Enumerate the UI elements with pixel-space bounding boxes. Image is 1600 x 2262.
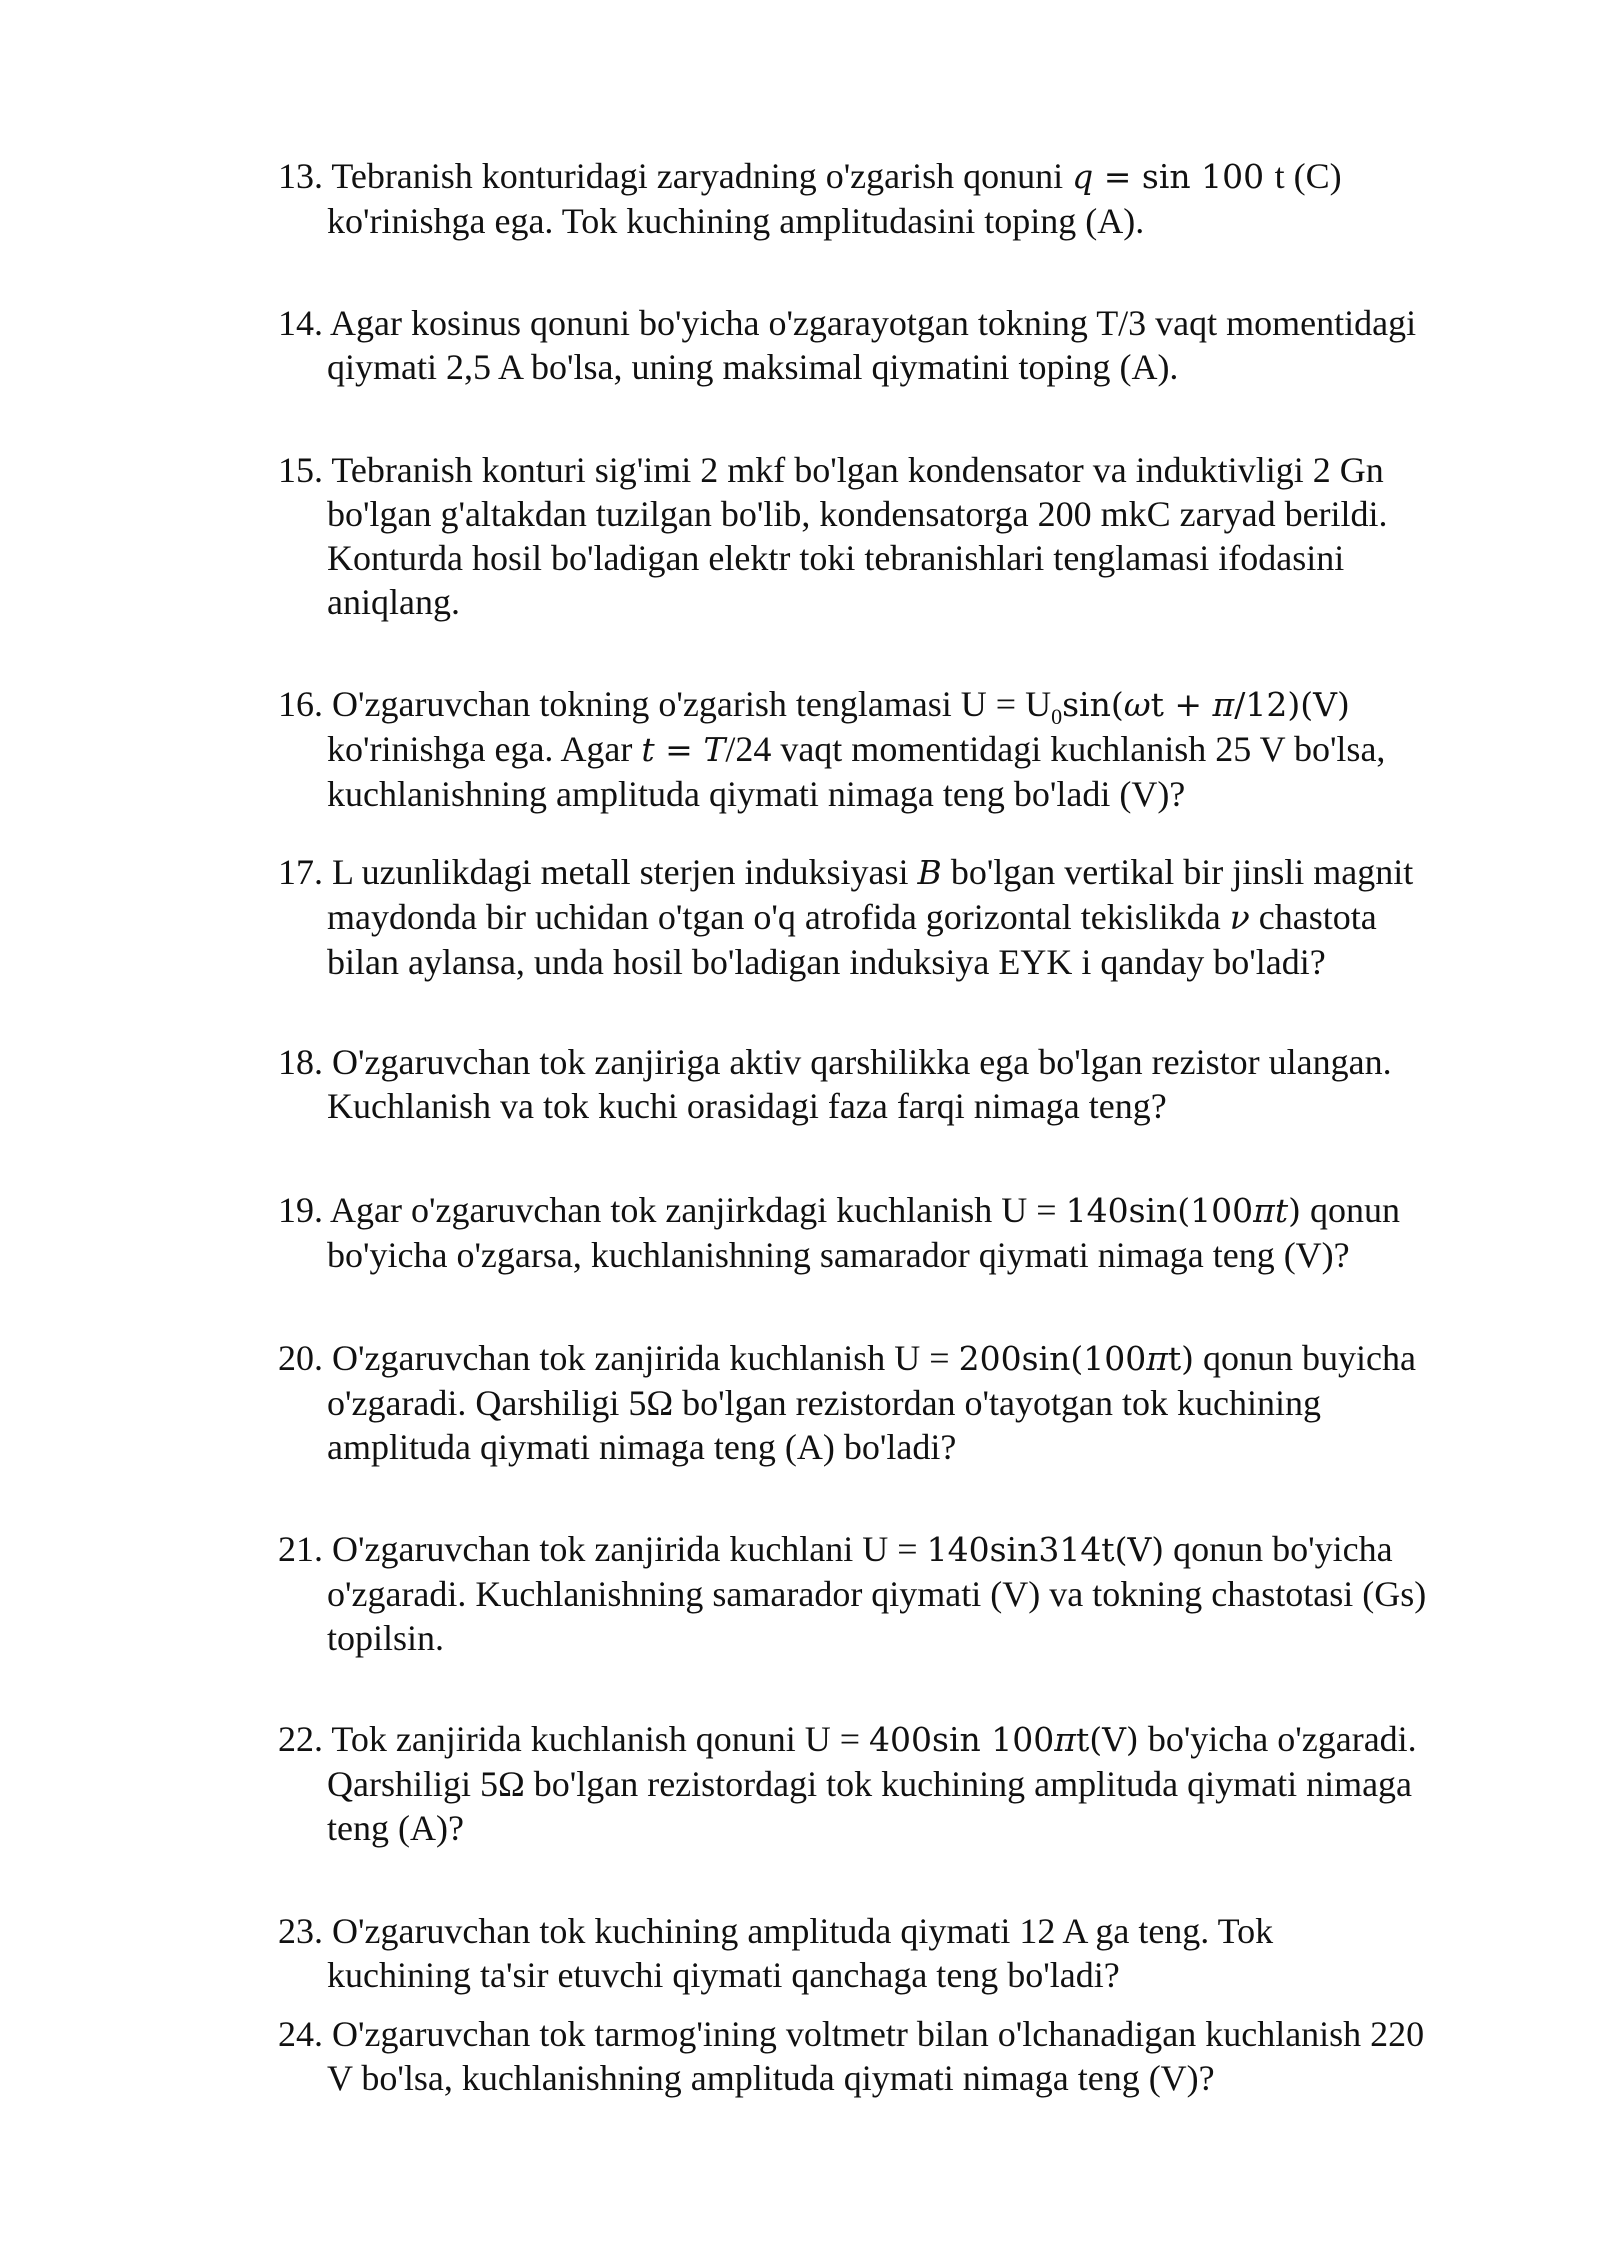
- problem-text: O'zgaruvchan tok zanjirida kuchlani U =: [332, 1529, 927, 1569]
- math-expression: ): [1288, 1191, 1301, 1230]
- math-variable: π: [1146, 1339, 1168, 1378]
- problem-text: O'zgaruvchan tok zanjiriga aktiv qarshilikka ega bo'lgan rezistor ulangan.: [332, 1042, 1392, 1082]
- problem-22-line-1: [278, 1717, 1508, 1762]
- problem-text: chastota: [1249, 897, 1377, 937]
- math-expression: sin(: [1062, 685, 1124, 724]
- problem-number: 18.: [278, 1042, 323, 1082]
- problem-14-line-1: [278, 301, 1508, 345]
- problem-text: /24 vaqt momentidagi kuchlanish 25 V bo'lsa,: [725, 729, 1386, 769]
- problem-text: bo'lgan vertikal bir jinsli magnit: [941, 852, 1414, 892]
- problem-number: 14.: [278, 303, 323, 343]
- problem-23-line-1: [278, 1909, 1508, 1953]
- problem-18-line-1: [278, 1040, 1508, 1084]
- math-expression: t +: [1150, 685, 1213, 724]
- problem-text: Agar kosinus qonuni bo'yicha o'zgarayotgan tokning T/3 vaqt momentidagi: [330, 303, 1417, 343]
- problem-15: [278, 448, 1508, 624]
- problem-13: [278, 154, 1508, 243]
- problem-17-line-2: [278, 895, 1508, 940]
- problem-18-line-2: Kuchlanish va tok kuchi orasidagi faza farqi nimaga teng?: [327, 1086, 1167, 1126]
- problem-text: ko'rinishga ega. Agar: [327, 729, 642, 769]
- problem-text: qonun: [1301, 1190, 1400, 1230]
- problem-18: [278, 1040, 1508, 1128]
- problem-14: [278, 301, 1508, 389]
- problem-21-line-2: o'zgaradi. Kuchlanishning samarador qiymati (V) va tokning chastotasi (Gs): [327, 1574, 1427, 1614]
- problem-number: 19.: [278, 1190, 323, 1230]
- math-expression: 140sin314t(V): [926, 1530, 1165, 1569]
- problem-22-line-2: Qarshiligi 5Ω bo'lgan rezistordagi tok kuchining amplituda qiymati nimaga: [327, 1764, 1413, 1804]
- problem-text: Tebranish konturidagi zaryadning o'zgarish qonuni: [331, 156, 1064, 196]
- math-expression: t(V): [1075, 1720, 1139, 1759]
- problem-text: L uzunlikdagi metall sterjen induksiyasi: [332, 852, 918, 892]
- problem-number: 20.: [278, 1338, 323, 1378]
- problem-17-line-3: bilan aylansa, unda hosil bo'ladigan induksiya EYK i qanday bo'ladi?: [327, 942, 1326, 982]
- problem-21: [278, 1527, 1508, 1660]
- problem-text: t (C): [1274, 156, 1342, 196]
- math-expression: /12)(V): [1234, 685, 1350, 724]
- problem-number: 21.: [278, 1529, 323, 1569]
- problem-text: qonun bo'yicha: [1164, 1529, 1393, 1569]
- math-variable: q: [1072, 157, 1094, 196]
- problem-13-line-2: ko'rinishga ega. Tok kuchining amplitudasini toping (A).: [327, 201, 1145, 241]
- problem-20-line-1: [278, 1336, 1508, 1381]
- math-subscript: 0: [1051, 704, 1063, 730]
- problem-14-line-2: qiymati 2,5 A bo'lsa, uning maksimal qiymatini toping (A).: [327, 347, 1179, 387]
- problem-22: [278, 1717, 1508, 1850]
- math-expression: 200sin(100: [958, 1339, 1147, 1378]
- math-expression: = sin 100: [1093, 157, 1275, 196]
- problem-13-line-1: [278, 154, 1508, 199]
- problem-text: O'zgaruvchan tok tarmog'ining voltmetr bilan o'lchanadigan kuchlanish 220: [332, 2014, 1425, 2054]
- problem-number: 16.: [278, 684, 323, 724]
- problem-number: 17.: [278, 852, 323, 892]
- problem-text: bo'yicha o'zgaradi.: [1138, 1719, 1417, 1759]
- problem-23-line-2: kuchining ta'sir etuvchi qiymati qanchaga teng bo'ladi?: [327, 1955, 1120, 1995]
- problem-17: [278, 850, 1508, 984]
- problem-15-line-4: aniqlang.: [327, 582, 460, 622]
- math-variable: π: [1054, 1720, 1076, 1759]
- problem-19: [278, 1188, 1508, 1277]
- problem-21-line-3: topilsin.: [327, 1618, 445, 1658]
- math-variable: T: [703, 730, 726, 769]
- math-variable: πt: [1253, 1191, 1289, 1230]
- problem-17-line-1: [278, 850, 1508, 895]
- problem-20-line-2: o'zgaradi. Qarshiligi 5Ω bo'lgan rezistordan o'tayotgan tok kuchining: [327, 1383, 1321, 1423]
- problem-text: Agar o'zgaruvchan tok zanjirkdagi kuchlanish U =: [330, 1190, 1066, 1230]
- problem-23: [278, 1909, 1508, 1997]
- problem-16: [278, 682, 1508, 816]
- problem-number: 23.: [278, 1911, 323, 1951]
- math-variable: t: [641, 730, 655, 769]
- problem-15-line-3: Konturda hosil bo'ladigan elektr toki tebranishlari tenglamasi ifodasini: [327, 538, 1345, 578]
- math-variable: ω: [1123, 685, 1151, 724]
- problem-text: O'zgaruvchan tokning o'zgarish tenglamasi U = U: [332, 684, 1052, 724]
- problem-text: O'zgaruvchan tok zanjirida kuchlanish U =: [332, 1338, 959, 1378]
- problem-text: O'zgaruvchan tok kuchining amplituda qiymati 12 A ga teng. Tok: [332, 1911, 1274, 1951]
- problem-22-line-3: teng (A)?: [327, 1808, 464, 1848]
- problem-15-line-2: bo'lgan g'altakdan tuzilgan bo'lib, kondensatorga 200 mkC zaryad berildi.: [327, 494, 1388, 534]
- problem-20-line-3: amplituda qiymati nimaga teng (A) bo'ladi?: [327, 1427, 957, 1467]
- problem-19-line-2: bo'yicha o'zgarsa, kuchlanishning samarador qiymati nimaga teng (V)?: [327, 1235, 1350, 1275]
- math-variable: B: [917, 853, 942, 892]
- problem-text: Tebranish konturi sig'imi 2 mkf bo'lgan kondensator va induktivligi 2 Gn: [331, 450, 1384, 490]
- math-variable: π: [1212, 685, 1235, 724]
- math-expression: =: [654, 730, 704, 769]
- math-expression: 400sin 100: [869, 1720, 1055, 1759]
- problem-24-line-2: V bo'lsa, kuchlanishning amplituda qiymati nimaga teng (V)?: [327, 2058, 1215, 2098]
- problem-15-line-1: [278, 448, 1508, 492]
- problem-number: 22.: [278, 1719, 323, 1759]
- problem-number: 24.: [278, 2014, 323, 2054]
- problem-20: [278, 1336, 1508, 1469]
- math-variable: ν: [1229, 898, 1250, 937]
- problem-24: [278, 2012, 1508, 2100]
- problem-21-line-1: [278, 1527, 1508, 1572]
- problem-16-line-3: kuchlanishning amplituda qiymati nimaga teng bo'ladi (V)?: [327, 774, 1186, 814]
- problem-number: 15.: [278, 450, 323, 490]
- problem-19-line-1: [278, 1188, 1508, 1233]
- problem-number: 13.: [278, 156, 323, 196]
- problem-24-line-1: [278, 2012, 1508, 2056]
- math-expression: 140sin(100: [1065, 1191, 1254, 1230]
- problem-text: qonun buyicha: [1194, 1338, 1416, 1378]
- problem-16-line-2: [278, 727, 1508, 772]
- problem-text: Tok zanjirida kuchlanish qonuni U =: [331, 1719, 870, 1759]
- problem-text: maydonda bir uchidan o'tgan o'q atrofida gorizontal tekislikda: [327, 897, 1230, 937]
- problem-16-line-1: [278, 682, 1508, 730]
- math-expression: t): [1167, 1339, 1195, 1378]
